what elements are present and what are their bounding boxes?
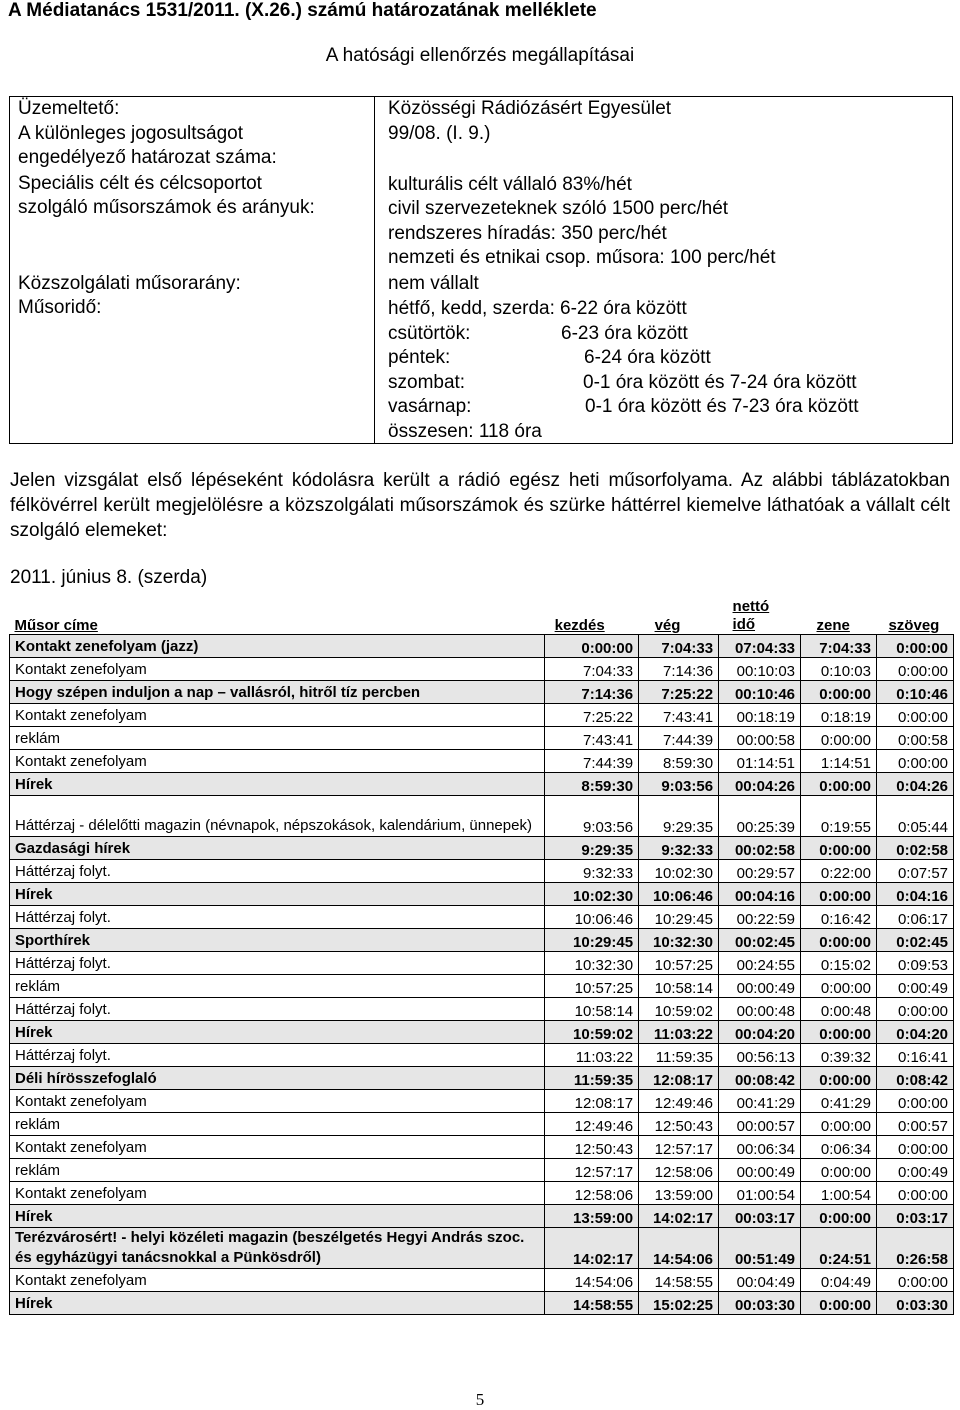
col-net-header bbox=[719, 594, 801, 635]
table-row bbox=[10, 929, 954, 952]
program-title-cell: Háttérzaj - délelőtti magazin (névnapok, népszokások, kalendárium, ünnepek) bbox=[10, 796, 545, 837]
end-time-cell: 9:32:33 bbox=[639, 837, 719, 860]
net-time-cell: 00:22:59 bbox=[719, 906, 801, 929]
program-title-cell: Hírek bbox=[10, 883, 545, 906]
col-music-header: zene bbox=[816, 617, 850, 634]
net-time-cell: 00:00:49 bbox=[719, 975, 801, 998]
special-value-3: rendszeres híradás: 350 perc/hét bbox=[388, 223, 667, 244]
special-label-2: szolgáló műsorszámok és arányuk: bbox=[18, 197, 315, 218]
music-time-cell: 0:00:48 bbox=[801, 998, 877, 1021]
start-time-cell: 10:29:45 bbox=[545, 929, 639, 952]
music-time-cell: 0:00:00 bbox=[801, 1067, 877, 1090]
operator-value: Közösségi Rádiózásért Egyesület bbox=[388, 98, 672, 119]
text-time-cell: 0:04:20 bbox=[876, 1021, 953, 1044]
program-title-cell: Kontakt zenefolyam bbox=[10, 1136, 545, 1159]
net-time-cell: 00:25:39 bbox=[719, 796, 801, 837]
text-time-cell: 0:02:58 bbox=[876, 837, 953, 860]
net-header-line-2: idő bbox=[732, 616, 756, 633]
music-time-cell: 0:22:00 bbox=[801, 860, 877, 883]
table-header-row bbox=[10, 594, 954, 635]
license-label-2: engedélyező határozat száma: bbox=[18, 147, 277, 168]
net-header-line-1: nettó bbox=[732, 598, 770, 615]
music-time-cell: 0:00:00 bbox=[801, 773, 877, 796]
music-time-cell: 0:00:00 bbox=[801, 727, 877, 750]
end-time-cell: 12:49:46 bbox=[639, 1090, 719, 1113]
end-time-cell: 12:58:06 bbox=[639, 1159, 719, 1182]
start-time-cell: 10:32:30 bbox=[545, 952, 639, 975]
end-time-cell: 11:03:22 bbox=[639, 1021, 719, 1044]
table-body bbox=[10, 635, 954, 1315]
col-text-header: szöveg bbox=[888, 617, 940, 634]
start-time-cell: 13:59:00 bbox=[545, 1205, 639, 1228]
table-row bbox=[10, 975, 954, 998]
program-title-cell: Háttérzaj folyt. bbox=[10, 998, 545, 1021]
program-title-cell: reklám bbox=[10, 1159, 545, 1182]
start-time-cell: 0:00:00 bbox=[545, 635, 639, 658]
start-time-cell: 7:43:41 bbox=[545, 727, 639, 750]
end-time-cell: 7:44:39 bbox=[639, 727, 719, 750]
music-time-cell: 0:15:02 bbox=[801, 952, 877, 975]
text-time-cell: 0:00:00 bbox=[876, 704, 953, 727]
program-title-cell: Kontakt zenefolyam bbox=[10, 1182, 545, 1205]
program-title-cell: Hírek bbox=[10, 1021, 545, 1044]
start-time-cell: 9:03:56 bbox=[545, 796, 639, 837]
end-time-cell: 15:02:25 bbox=[639, 1292, 719, 1315]
text-time-cell: 0:06:17 bbox=[876, 906, 953, 929]
operator-label: Üzemeltető: bbox=[18, 98, 120, 119]
col-title-header: Műsor címe bbox=[14, 617, 98, 634]
program-title-cell: Kontakt zenefolyam (jazz) bbox=[10, 635, 545, 658]
end-time-cell: 12:08:17 bbox=[639, 1067, 719, 1090]
start-time-cell: 14:58:55 bbox=[545, 1292, 639, 1315]
start-time-cell: 10:59:02 bbox=[545, 1021, 639, 1044]
net-time-cell: 00:03:17 bbox=[719, 1205, 801, 1228]
end-time-cell: 7:25:22 bbox=[639, 681, 719, 704]
music-time-cell: 0:24:51 bbox=[801, 1228, 877, 1269]
music-time-cell: 0:19:55 bbox=[801, 796, 877, 837]
airtime-day: szombat: bbox=[388, 372, 466, 393]
music-time-cell: 0:00:00 bbox=[801, 883, 877, 906]
start-time-cell: 9:29:35 bbox=[545, 837, 639, 860]
text-time-cell: 0:16:41 bbox=[876, 1044, 953, 1067]
program-title-cell: Kontakt zenefolyam bbox=[10, 658, 545, 681]
special-value-2: civil szervezeteknek szóló 1500 perc/hét bbox=[388, 198, 729, 219]
music-time-cell: 0:41:29 bbox=[801, 1090, 877, 1113]
text-time-cell: 0:00:00 bbox=[876, 1090, 953, 1113]
start-time-cell: 11:59:35 bbox=[545, 1067, 639, 1090]
net-time-cell: 00:02:45 bbox=[719, 929, 801, 952]
text-time-cell: 0:00:00 bbox=[876, 1182, 953, 1205]
table-row bbox=[10, 1021, 954, 1044]
music-time-cell: 0:00:00 bbox=[801, 1205, 877, 1228]
music-time-cell: 0:00:00 bbox=[801, 681, 877, 704]
program-title-cell: reklám bbox=[10, 975, 545, 998]
net-time-cell: 00:51:49 bbox=[719, 1228, 801, 1269]
program-title-cell: Déli hírösszefoglaló bbox=[10, 1067, 545, 1090]
table-row bbox=[10, 1228, 954, 1269]
col-start-header: kezdés bbox=[554, 617, 605, 634]
music-time-cell: 0:00:00 bbox=[801, 1292, 877, 1315]
table-row bbox=[10, 883, 954, 906]
license-label-1: A különleges jogosultságot bbox=[18, 123, 243, 144]
page-number: 5 bbox=[475, 1390, 485, 1409]
airtime-total: összesen: 118 óra bbox=[388, 421, 542, 442]
end-time-cell: 14:54:06 bbox=[639, 1228, 719, 1269]
text-time-cell: 0:04:26 bbox=[876, 773, 953, 796]
program-title-cell: Háttérzaj folyt. bbox=[10, 952, 545, 975]
music-time-cell: 0:00:00 bbox=[801, 1021, 877, 1044]
airtime-day: hétfő, kedd, szerda: bbox=[388, 298, 555, 319]
text-time-cell: 0:00:57 bbox=[876, 1113, 953, 1136]
net-time-cell: 00:02:58 bbox=[719, 837, 801, 860]
license-value: 99/08. (I. 9.) bbox=[388, 123, 491, 144]
table-row bbox=[10, 704, 954, 727]
start-time-cell: 10:02:30 bbox=[545, 883, 639, 906]
start-time-cell: 7:04:33 bbox=[545, 658, 639, 681]
music-time-cell: 1:14:51 bbox=[801, 750, 877, 773]
text-time-cell: 0:04:16 bbox=[876, 883, 953, 906]
end-time-cell: 12:50:43 bbox=[639, 1113, 719, 1136]
end-time-cell: 7:04:33 bbox=[639, 635, 719, 658]
airtime-time: 0-1 óra között és 7-23 óra között bbox=[585, 396, 859, 417]
program-title-cell: Hírek bbox=[10, 1292, 545, 1315]
table-row bbox=[10, 1090, 954, 1113]
net-time-cell: 00:41:29 bbox=[719, 1090, 801, 1113]
table-row bbox=[10, 906, 954, 929]
music-time-cell: 0:18:19 bbox=[801, 704, 877, 727]
text-time-cell: 0:03:30 bbox=[876, 1292, 953, 1315]
net-time-cell: 00:04:16 bbox=[719, 883, 801, 906]
end-time-cell: 10:58:14 bbox=[639, 975, 719, 998]
net-time-cell: 00:00:57 bbox=[719, 1113, 801, 1136]
table-row bbox=[10, 1113, 954, 1136]
table-row bbox=[10, 837, 954, 860]
table-row bbox=[10, 1205, 954, 1228]
text-time-cell: 0:03:17 bbox=[876, 1205, 953, 1228]
net-time-cell: 00:00:58 bbox=[719, 727, 801, 750]
music-time-cell: 0:10:03 bbox=[801, 658, 877, 681]
table-row bbox=[10, 860, 954, 883]
start-time-cell: 14:54:06 bbox=[545, 1269, 639, 1292]
airtime-time: 6-23 óra között bbox=[561, 323, 688, 344]
program-title-cell: Háttérzaj folyt. bbox=[10, 906, 545, 929]
table-row bbox=[10, 635, 954, 658]
net-time-cell: 00:08:42 bbox=[719, 1067, 801, 1090]
end-time-cell: 10:59:02 bbox=[639, 998, 719, 1021]
public-label: Közszolgálati műsorarány: bbox=[18, 273, 241, 294]
end-time-cell: 12:57:17 bbox=[639, 1136, 719, 1159]
text-time-cell: 0:00:00 bbox=[876, 635, 953, 658]
info-table bbox=[9, 96, 953, 444]
program-title-cell: Gazdasági hírek bbox=[10, 837, 545, 860]
col-end-header: vég bbox=[654, 617, 681, 634]
net-time-cell: 00:00:49 bbox=[719, 1159, 801, 1182]
document-title: A Médiatanács 1531/2011. (X.26.) számú határozatának melléklete bbox=[8, 0, 597, 21]
text-time-cell: 0:26:58 bbox=[876, 1228, 953, 1269]
end-time-cell: 13:59:00 bbox=[639, 1182, 719, 1205]
program-title-cell: Hírek bbox=[10, 1205, 545, 1228]
text-time-cell: 0:00:58 bbox=[876, 727, 953, 750]
program-table bbox=[9, 594, 954, 1315]
music-time-cell: 7:04:33 bbox=[801, 635, 877, 658]
end-time-cell: 9:03:56 bbox=[639, 773, 719, 796]
schedule-date: 2011. június 8. (szerda) bbox=[10, 567, 208, 588]
end-time-cell: 7:43:41 bbox=[639, 704, 719, 727]
end-time-cell: 11:59:35 bbox=[639, 1044, 719, 1067]
table-row bbox=[10, 658, 954, 681]
music-time-cell: 0:00:00 bbox=[801, 837, 877, 860]
net-time-cell: 00:00:48 bbox=[719, 998, 801, 1021]
table-row bbox=[10, 1292, 954, 1315]
airtime-label: Műsoridő: bbox=[18, 297, 102, 318]
program-title-cell: Hogy szépen induljon a nap – vallásról, hitről tíz percben bbox=[10, 681, 545, 704]
text-time-cell: 0:10:46 bbox=[876, 681, 953, 704]
net-time-cell: 00:03:30 bbox=[719, 1292, 801, 1315]
table-row bbox=[10, 796, 954, 837]
end-time-cell: 8:59:30 bbox=[639, 750, 719, 773]
net-time-cell: 07:04:33 bbox=[719, 635, 801, 658]
airtime-day: vasárnap: bbox=[388, 396, 472, 417]
start-time-cell: 11:03:22 bbox=[545, 1044, 639, 1067]
text-time-cell: 0:00:00 bbox=[876, 998, 953, 1021]
table-row bbox=[10, 952, 954, 975]
intro-paragraph: Jelen vizsgálat első lépéseként kódolásra került a rádió egész heti műsorfolyama. Az alábbi táblázatokban félkövérrel került megjelölésre a közszolgálati műsorszámok és szürke háttérrel kiemelve láthatóak a vállalt célt szolgáló elemeket: bbox=[10, 470, 950, 541]
table-row bbox=[10, 773, 954, 796]
net-time-cell: 00:29:57 bbox=[719, 860, 801, 883]
airtime-time: 6-24 óra között bbox=[584, 347, 711, 368]
text-time-cell: 0:00:49 bbox=[876, 1159, 953, 1182]
start-time-cell: 10:57:25 bbox=[545, 975, 639, 998]
start-time-cell: 7:25:22 bbox=[545, 704, 639, 727]
end-time-cell: 10:02:30 bbox=[639, 860, 719, 883]
start-time-cell: 7:44:39 bbox=[545, 750, 639, 773]
net-time-cell: 00:56:13 bbox=[719, 1044, 801, 1067]
music-time-cell: 0:16:42 bbox=[801, 906, 877, 929]
document-subtitle: A hatósági ellenőrzés megállapításai bbox=[325, 45, 635, 66]
start-time-cell: 10:58:14 bbox=[545, 998, 639, 1021]
end-time-cell: 14:02:17 bbox=[639, 1205, 719, 1228]
music-time-cell: 0:00:00 bbox=[801, 1113, 877, 1136]
net-time-cell: 00:04:49 bbox=[719, 1269, 801, 1292]
start-time-cell: 12:50:43 bbox=[545, 1136, 639, 1159]
music-time-cell: 0:04:49 bbox=[801, 1269, 877, 1292]
text-time-cell: 0:09:53 bbox=[876, 952, 953, 975]
table-row bbox=[10, 1136, 954, 1159]
text-time-cell: 0:00:00 bbox=[876, 750, 953, 773]
music-time-cell: 0:00:00 bbox=[801, 1159, 877, 1182]
program-title-cell: Kontakt zenefolyam bbox=[10, 1269, 545, 1292]
net-time-cell: 00:06:34 bbox=[719, 1136, 801, 1159]
table-row bbox=[10, 1159, 954, 1182]
airtime-day: péntek: bbox=[388, 347, 451, 368]
airtime-time: 6-22 óra között bbox=[560, 298, 687, 319]
start-time-cell: 10:06:46 bbox=[545, 906, 639, 929]
start-time-cell: 12:57:17 bbox=[545, 1159, 639, 1182]
start-time-cell: 9:32:33 bbox=[545, 860, 639, 883]
program-title-cell: Kontakt zenefolyam bbox=[10, 750, 545, 773]
start-time-cell: 12:08:17 bbox=[545, 1090, 639, 1113]
end-time-cell: 10:06:46 bbox=[639, 883, 719, 906]
music-time-cell: 0:39:32 bbox=[801, 1044, 877, 1067]
special-value-1: kulturális célt vállaló 83%/hét bbox=[388, 174, 632, 195]
end-time-cell: 14:58:55 bbox=[639, 1269, 719, 1292]
info-divider bbox=[374, 97, 375, 443]
program-title-cell: reklám bbox=[10, 727, 545, 750]
text-time-cell: 0:07:57 bbox=[876, 860, 953, 883]
table-row bbox=[10, 750, 954, 773]
end-time-cell: 10:32:30 bbox=[639, 929, 719, 952]
end-time-cell: 7:14:36 bbox=[639, 658, 719, 681]
table-row bbox=[10, 727, 954, 750]
table-row bbox=[10, 1044, 954, 1067]
table-row bbox=[10, 1067, 954, 1090]
net-time-cell: 01:00:54 bbox=[719, 1182, 801, 1205]
net-time-cell: 01:14:51 bbox=[719, 750, 801, 773]
net-time-cell: 00:04:20 bbox=[719, 1021, 801, 1044]
net-time-cell: 00:18:19 bbox=[719, 704, 801, 727]
text-time-cell: 0:02:45 bbox=[876, 929, 953, 952]
public-value: nem vállalt bbox=[388, 273, 479, 294]
table-row bbox=[10, 998, 954, 1021]
net-time-cell: 00:10:03 bbox=[719, 658, 801, 681]
net-time-cell: 00:24:55 bbox=[719, 952, 801, 975]
text-time-cell: 0:08:42 bbox=[876, 1067, 953, 1090]
program-title-cell: Kontakt zenefolyam bbox=[10, 1090, 545, 1113]
net-time-cell: 00:10:46 bbox=[719, 681, 801, 704]
music-time-cell: 0:00:00 bbox=[801, 975, 877, 998]
music-time-cell: 0:06:34 bbox=[801, 1136, 877, 1159]
text-time-cell: 0:00:00 bbox=[876, 1269, 953, 1292]
table-row bbox=[10, 681, 954, 704]
program-title-cell: reklám bbox=[10, 1113, 545, 1136]
music-time-cell: 0:00:00 bbox=[801, 929, 877, 952]
text-time-cell: 0:00:00 bbox=[876, 1136, 953, 1159]
airtime-day: csütörtök: bbox=[388, 323, 471, 344]
net-time-cell: 00:04:26 bbox=[719, 773, 801, 796]
text-time-cell: 0:00:49 bbox=[876, 975, 953, 998]
airtime-time: 0-1 óra között és 7-24 óra között bbox=[583, 372, 857, 393]
program-title-cell: Hírek bbox=[10, 773, 545, 796]
start-time-cell: 7:14:36 bbox=[545, 681, 639, 704]
program-title-cell: Kontakt zenefolyam bbox=[10, 704, 545, 727]
special-label-1: Speciális célt és célcsoportot bbox=[18, 173, 262, 194]
start-time-cell: 8:59:30 bbox=[545, 773, 639, 796]
start-time-cell: 12:49:46 bbox=[545, 1113, 639, 1136]
program-title-cell: Terézvárosért! - helyi közéleti magazin (beszélgetés Hegyi András szoc. és egyházügyi tanácsnokkal a Pünkösdről) bbox=[10, 1228, 545, 1269]
end-time-cell: 9:29:35 bbox=[639, 796, 719, 837]
end-time-cell: 10:57:25 bbox=[639, 952, 719, 975]
special-value-4: nemzeti és etnikai csop. műsora: 100 perc/hét bbox=[388, 247, 776, 268]
music-time-cell: 1:00:54 bbox=[801, 1182, 877, 1205]
end-time-cell: 10:29:45 bbox=[639, 906, 719, 929]
start-time-cell: 12:58:06 bbox=[545, 1182, 639, 1205]
program-title-cell: Háttérzaj folyt. bbox=[10, 860, 545, 883]
program-title-cell: Háttérzaj folyt. bbox=[10, 1044, 545, 1067]
program-title-cell: Sporthírek bbox=[10, 929, 545, 952]
text-time-cell: 0:00:00 bbox=[876, 658, 953, 681]
table-row bbox=[10, 1182, 954, 1205]
table-row bbox=[10, 1269, 954, 1292]
start-time-cell: 14:02:17 bbox=[545, 1228, 639, 1269]
text-time-cell: 0:05:44 bbox=[876, 796, 953, 837]
